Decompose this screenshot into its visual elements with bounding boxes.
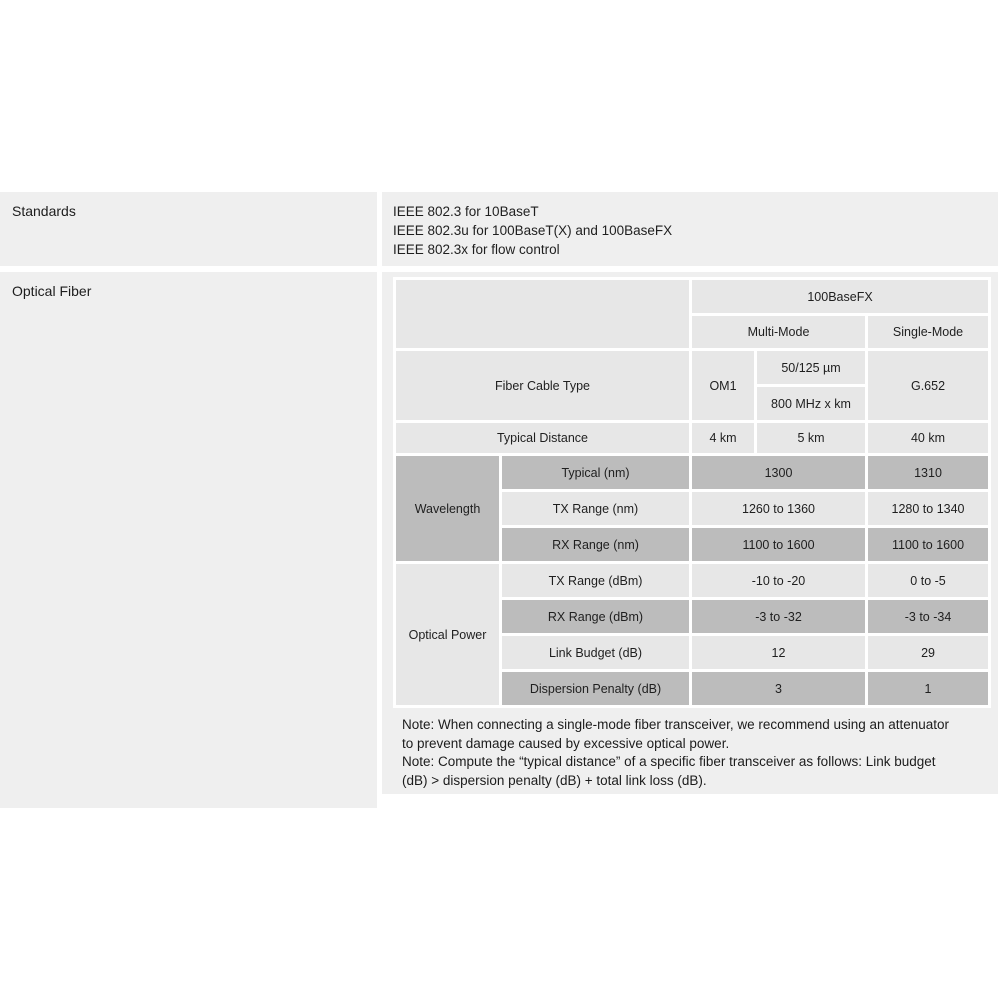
fiber-cable-type-label-cell: Fiber Cable Type	[396, 351, 689, 420]
standards-line: IEEE 802.3 for 10BaseT	[393, 204, 539, 219]
param-cell: TX Range (nm)	[502, 492, 689, 525]
fiber-cable-type-mm-size-cell: 50/125 µm	[757, 351, 865, 384]
value-single-cell: 0 to -5	[868, 564, 988, 597]
value-multi-cell: 1300	[692, 456, 865, 489]
param-cell: Dispersion Penalty (dB)	[502, 672, 689, 705]
fiber-notes	[393, 708, 991, 790]
standards-line: IEEE 802.3x for flow control	[393, 242, 560, 257]
typical-distance-mm-cell: 5 km	[757, 423, 865, 453]
value-multi-cell: 1260 to 1360	[692, 492, 865, 525]
standards-label: Standards	[12, 203, 76, 219]
header-multi-mode-cell: Multi-Mode	[692, 316, 865, 348]
value-single-cell: 1100 to 1600	[868, 528, 988, 561]
param-cell: Typical (nm)	[502, 456, 689, 489]
wavelength-group-label-cell: Wavelength	[396, 456, 499, 561]
fiber-cable-type-mm-bandwidth-cell: 800 MHz x km	[757, 387, 865, 420]
note-typical-distance-formula: Note: Compute the “typical distance” of a specific fiber transceiver as follows: Link budget (dB) > dispersion penalty (dB) + total link loss (dB).	[402, 754, 936, 788]
table-row-product	[396, 280, 988, 313]
value-multi-cell: -3 to -32	[692, 600, 865, 633]
param-cell: RX Range (dBm)	[502, 600, 689, 633]
value-single-cell: -3 to -34	[868, 600, 988, 633]
header-single-mode-cell: Single-Mode	[868, 316, 988, 348]
header-empty-cell	[396, 280, 689, 348]
standards-content-panel	[382, 192, 998, 266]
table-row-fiber-cable-type	[396, 351, 988, 384]
optical-power-group-label-cell: Optical Power	[396, 564, 499, 705]
table-row-wavelength-typical	[396, 456, 988, 489]
value-single-cell: 29	[868, 636, 988, 669]
note-single-mode-attenuator: Note: When connecting a single-mode fiber transceiver, we recommend using an attenuator to prevent damage caused by excessive optical power.	[402, 717, 950, 751]
header-product-cell: 100BaseFX	[692, 280, 988, 313]
typical-distance-label-cell: Typical Distance	[396, 423, 689, 453]
value-multi-cell: 12	[692, 636, 865, 669]
typical-distance-om1-cell: 4 km	[692, 423, 754, 453]
value-multi-cell: -10 to -20	[692, 564, 865, 597]
value-multi-cell: 1100 to 1600	[692, 528, 865, 561]
param-cell: RX Range (nm)	[502, 528, 689, 561]
param-cell: TX Range (dBm)	[502, 564, 689, 597]
value-multi-cell: 3	[692, 672, 865, 705]
table-row-optical-power-tx	[396, 564, 988, 597]
param-cell: Link Budget (dB)	[502, 636, 689, 669]
optical-fiber-label: Optical Fiber	[12, 283, 92, 299]
standards-label-band	[0, 192, 377, 266]
typical-distance-sm-cell: 40 km	[868, 423, 988, 453]
value-single-cell: 1310	[868, 456, 988, 489]
value-single-cell: 1280 to 1340	[868, 492, 988, 525]
standards-line: IEEE 802.3u for 100BaseT(X) and 100BaseFX	[393, 223, 673, 238]
table-row-typical-distance	[396, 423, 988, 453]
fiber-cable-type-sm-standard-cell: G.652	[868, 351, 988, 420]
fiber-cable-type-om1-cell: OM1	[692, 351, 754, 420]
value-single-cell: 1	[868, 672, 988, 705]
optical-fiber-label-band	[0, 272, 377, 808]
optical-fiber-table	[393, 277, 991, 708]
standards-lines	[382, 192, 998, 259]
